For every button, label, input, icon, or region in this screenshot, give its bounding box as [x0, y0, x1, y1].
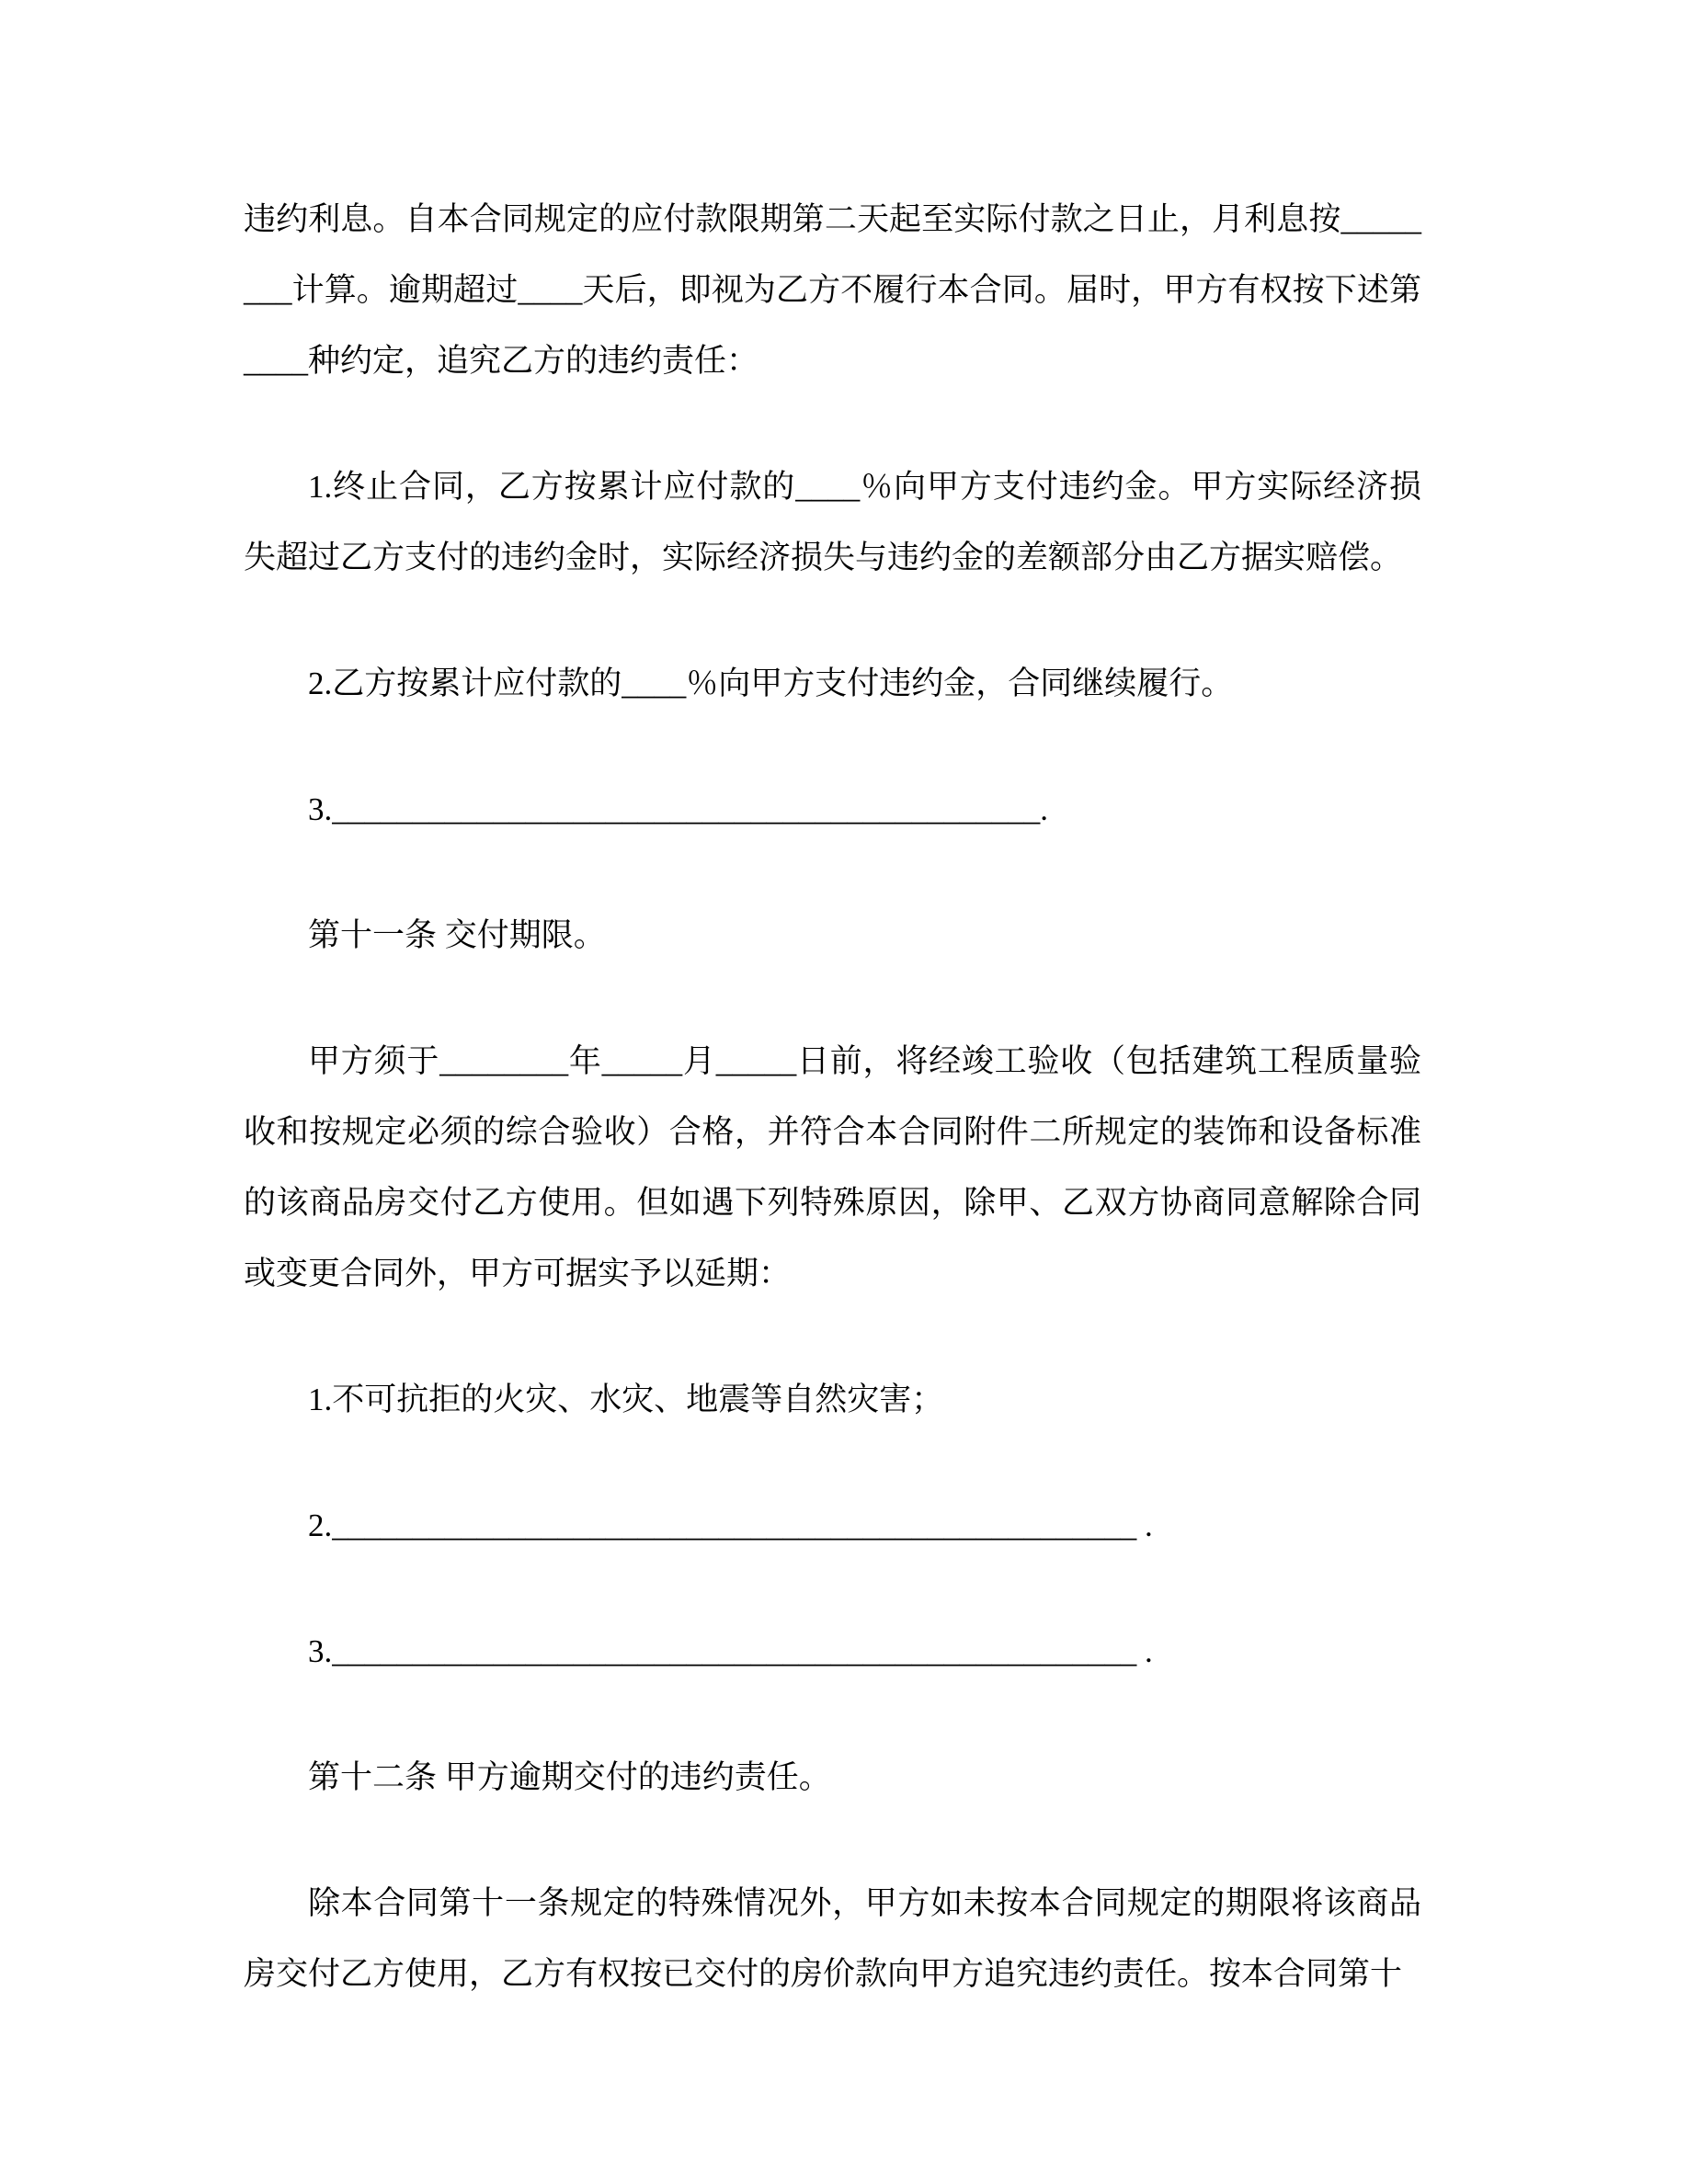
clause-11-item-1: 1.不可抗拒的火灾、水灾、地震等自然灾害； [308, 1382, 944, 1417]
clause-12-heading: 第十二条 甲方逾期交付的违约责任。 [308, 1759, 831, 1795]
paragraph-overdue-interest-continuation: 违约利息。自本合同规定的应付款限期第二天起至实际付款之日止，月利息按________计算。逾期超过____天后，即视为乙方不履行本合同。届时，甲方有权按下述第____种约定，追究乙方的违约责任： [244, 201, 1421, 379]
clause-breach-option-1: 1.终止合同，乙方按累计应付款的____％向甲方支付违约金。甲方实际经济损失超过乙方支付的违约金时，实际经济损失与违约金的差额部分由乙方据实赔偿。 [244, 469, 1421, 575]
clause-11-item-2-blank: 2.__________________________________________________ . [308, 1507, 1153, 1543]
clause-12-body: 除本合同第十一条规定的特殊情况外，甲方如未按本合同规定的期限将该商品房交付乙方使用，乙方有权按已交付的房价款向甲方追究违约责任。按本合同第十 [244, 1885, 1421, 1992]
clause-11-heading: 第十一条 交付期限。 [308, 917, 606, 953]
clause-breach-option-2: 2.乙方按累计应付款的____％向甲方支付违约金，合同继续履行。 [308, 665, 1234, 701]
clause-breach-option-3-blank: 3.____________________________________________. [308, 791, 1048, 827]
clause-11-item-3-blank: 3.__________________________________________________ . [308, 1633, 1153, 1669]
clause-11-body: 甲方须于________年_____月_____日前，将经竣工验收（包括建筑工程质量验收和按规定必须的综合验收）合格，并符合本合同附件二所规定的装饰和设备标准的该商品房交付乙方使用。但如遇下列特殊原因，除甲、乙双方协商同意解除合同或变更合同外，甲方可据实予以延期： [244, 1043, 1421, 1291]
